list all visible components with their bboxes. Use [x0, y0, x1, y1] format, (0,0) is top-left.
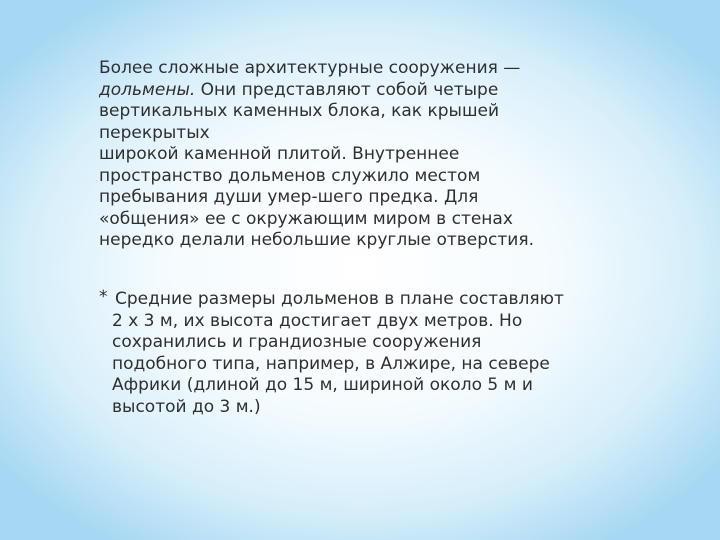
paragraph-line: «общения» ее с окружающим миром в стенах	[99, 208, 513, 229]
paragraph-line-text: Они представляют собой четыре	[195, 79, 499, 100]
paragraph-line: пространство дольменов служило местом	[99, 165, 481, 186]
bullet-line: 2 х 3 м, их высота достигает двух метров. Но	[112, 310, 523, 331]
paragraph-line: пребывания души умер-шего предка. Для	[99, 187, 479, 207]
bullet-line: сохранились и грандиозные сооружения	[112, 332, 482, 352]
paragraph-line	[99, 80, 569, 102]
paragraph-line: перекрытых	[99, 122, 210, 143]
main-paragraph	[99, 58, 569, 252]
paragraph-line: нередко делали небольшие круглые отверстия.	[99, 230, 534, 250]
bullet-line: Африки (длиной до 15 м, шириной около 5 м и	[112, 375, 533, 395]
paragraph-line: вертикальных каменных блока, как крышей	[99, 101, 500, 121]
bullet-line: высотой до 3 м.)	[112, 396, 261, 417]
paragraph-line: Более сложные архитектурные сооружения —	[99, 58, 521, 78]
bullet-text	[112, 289, 564, 418]
dolmens-term: дольмены.	[99, 79, 196, 100]
bullet-line: подобного типа, например, в Алжире, на севере	[112, 353, 550, 374]
asterisk-bullet-icon: *	[99, 287, 108, 307]
paragraph-line: широкой каменной плитой. Внутреннее	[99, 144, 460, 164]
bullet-line: Средние размеры дольменов в плане составляют	[115, 289, 564, 309]
